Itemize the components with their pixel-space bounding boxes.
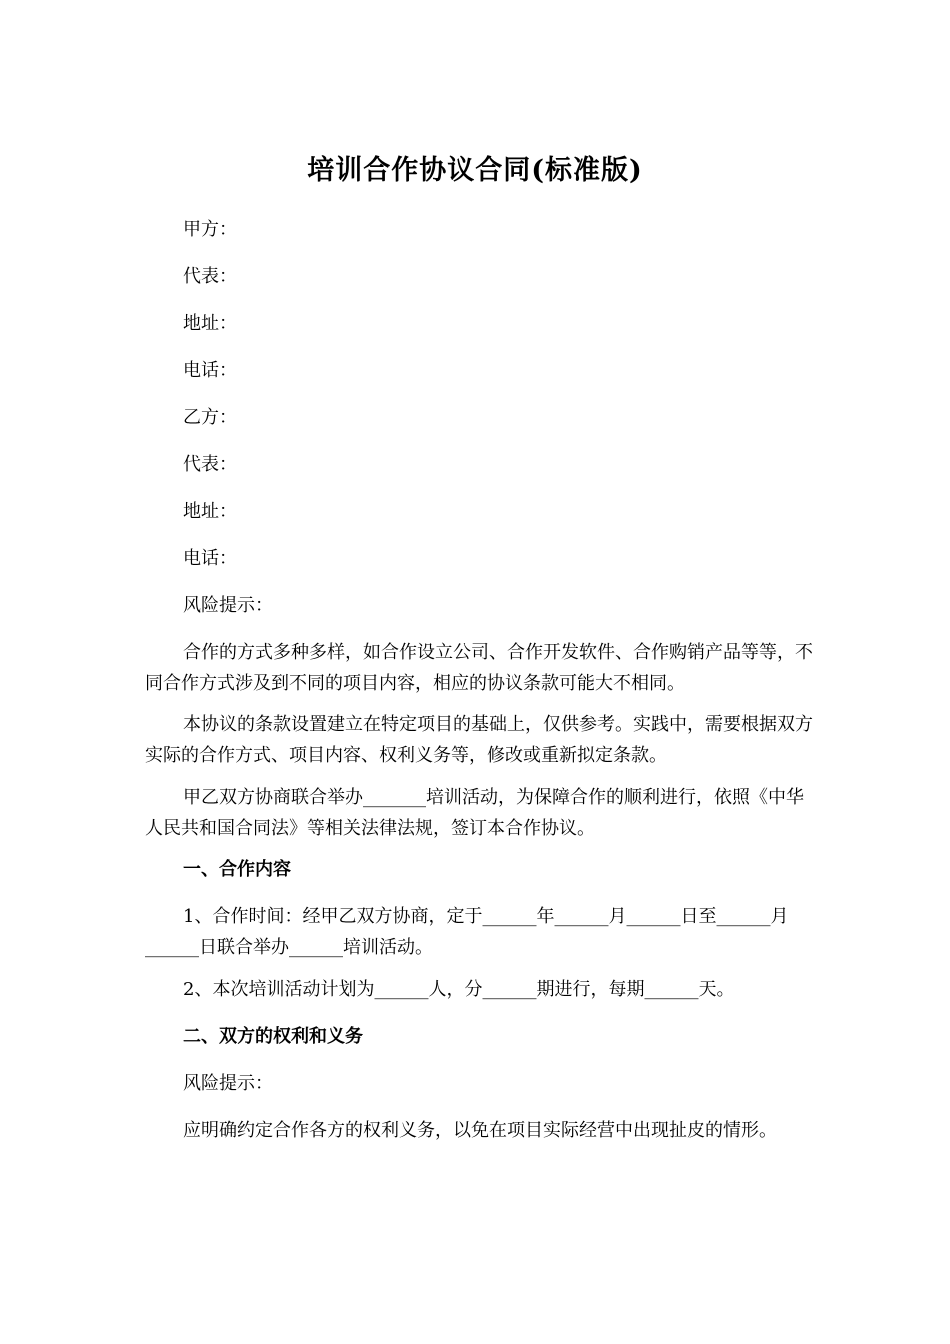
section-heading-rights-obligations: 二、双方的权利和义务 (183, 1026, 363, 1047)
risk-tip-label-2: 风险提示： (183, 1073, 273, 1094)
party-a-rep-label: 代表： (183, 266, 237, 287)
clause-training-plan: 2、本次培训活动计划为______人，分______期进行，每期______天。 (183, 979, 735, 1000)
party-b-rep-label: 代表： (183, 454, 237, 475)
clause-cooperation-time: 1、合作时间：经甲乙双方协商，定于______年______月______日至______月______日联合举办______培训活动。 (145, 906, 789, 958)
document-title: 培训合作协议合同(标准版) (307, 155, 643, 186)
party-b-phone-label: 电话： (183, 548, 237, 569)
party-a-name-label: 甲方： (183, 219, 237, 240)
paragraph-clause-reference: 本协议的条款设置建立在特定项目的基础上，仅供参考。实践中，需要根据双方实际的合作方式、项目内容、权利义务等，修改或重新拟定条款。 (145, 714, 813, 766)
paragraph-agreement-basis: 甲乙双方协商联合举办_______培训活动，为保障合作的顺利进行，依照《中华人民共和国合同法》等相关法律法规，签订本合作协议。 (145, 787, 804, 839)
party-b-name-label: 乙方： (183, 407, 237, 428)
paragraph-rights-obligations: 应明确约定合作各方的权利义务，以免在项目实际经营中出现扯皮的情形。 (183, 1120, 777, 1141)
paragraph-cooperation-methods: 合作的方式多种多样，如合作设立公司、合作开发软件、合作购销产品等等，不同合作方式涉及到不同的项目内容，相应的协议条款可能大不相同。 (145, 642, 813, 694)
party-a-phone-label: 电话： (183, 360, 237, 381)
risk-tip-label: 风险提示： (183, 595, 273, 616)
party-a-address-label: 地址： (183, 313, 237, 334)
section-heading-cooperation-content: 一、合作内容 (183, 859, 291, 880)
party-b-address-label: 地址： (183, 501, 237, 522)
